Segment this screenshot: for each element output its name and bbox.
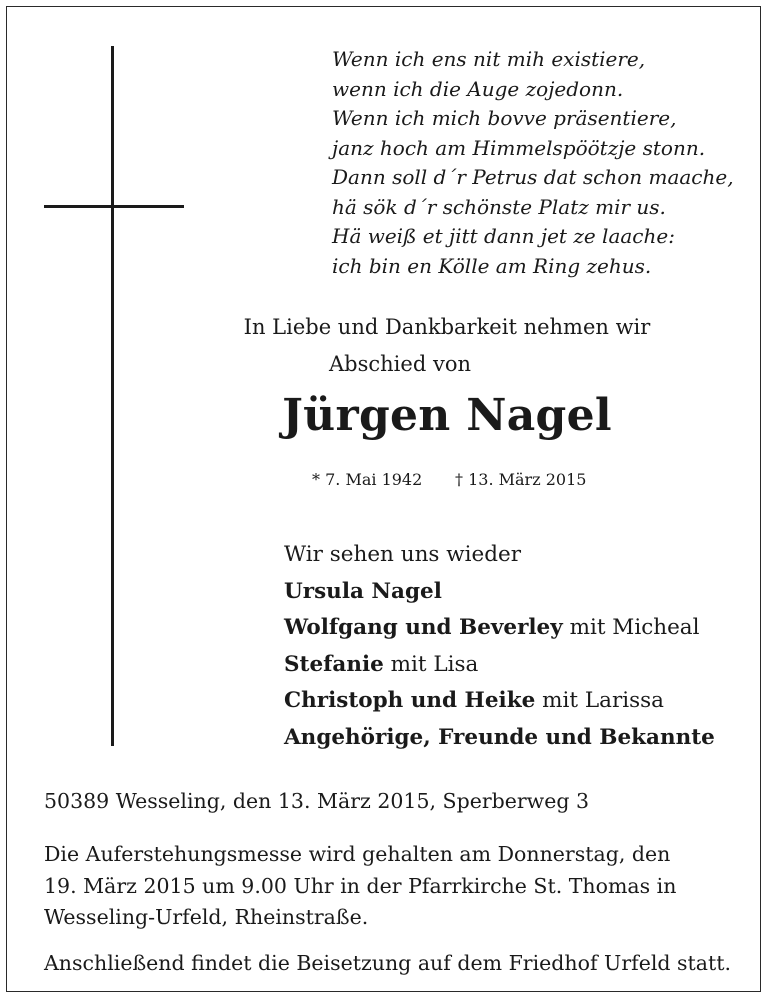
mourner-name: Ursula Nagel (284, 578, 442, 604)
burial-info: Anschließend findet die Beisetzung auf dem Friedhof Urfeld statt. (44, 951, 732, 975)
death-date: † 13. März 2015 (455, 470, 587, 489)
mourner-entry (284, 720, 715, 757)
deceased-name: Jürgen Nagel (282, 390, 612, 441)
poem-line: Wenn ich mich bovve präsentiere, (332, 106, 677, 130)
place-date-address: 50389 Wesseling, den 13. März 2015, Sperberweg 3 (44, 789, 590, 813)
poem-line: Wenn ich ens nit mih existiere, (332, 47, 646, 71)
cross-icon (111, 46, 114, 746)
poem (332, 45, 734, 281)
mourner-name: Christoph und Heike (284, 688, 536, 714)
mourner-entry (284, 610, 715, 647)
intro-line: In Liebe und Dankbarkeit nehmen wir (243, 315, 651, 339)
cross-icon-bar (44, 205, 184, 208)
mourners-list (284, 537, 715, 757)
poem-line: Hä weiß et jitt dann jet ze laache: (332, 224, 675, 248)
service-info (44, 839, 724, 934)
mourner-name: Angehörige, Freunde und Bekannte (284, 724, 715, 750)
intro-line: Abschied von (329, 352, 471, 376)
service-line: Die Auferstehungsmesse wird gehalten am Donnerstag, den (44, 842, 671, 866)
poem-line: hä sök d´r schönste Platz mir us. (332, 194, 666, 219)
mourner-name: Stefanie (284, 651, 384, 677)
poem-line: ich bin en Kölle am Ring zehus. (332, 253, 652, 278)
mourner-entry (284, 574, 715, 611)
mourner-entry (284, 683, 715, 720)
mourner-name: Wolfgang und Beverley (284, 615, 563, 641)
mourner-extra: mit Lisa (383, 651, 479, 677)
mourners-heading: Wir sehen uns wieder (284, 542, 522, 567)
poem-line: Dann soll d´r Petrus dat schon maache, (332, 165, 734, 189)
mourner-extra: mit Micheal (562, 615, 700, 641)
poem-line: janz hoch am Himmelspöötzje stonn. (332, 135, 706, 160)
poem-line: wenn ich die Auge zojedonn. (332, 76, 624, 101)
service-line: 19. März 2015 um 9.00 Uhr in der Pfarrkirche St. Thomas in (44, 873, 677, 898)
birth-date: * 7. Mai 1942 (312, 470, 423, 489)
mourner-entry (284, 647, 715, 684)
service-line: Wesseling-Urfeld, Rheinstraße. (44, 905, 369, 929)
mourner-extra: mit Larissa (535, 688, 664, 714)
